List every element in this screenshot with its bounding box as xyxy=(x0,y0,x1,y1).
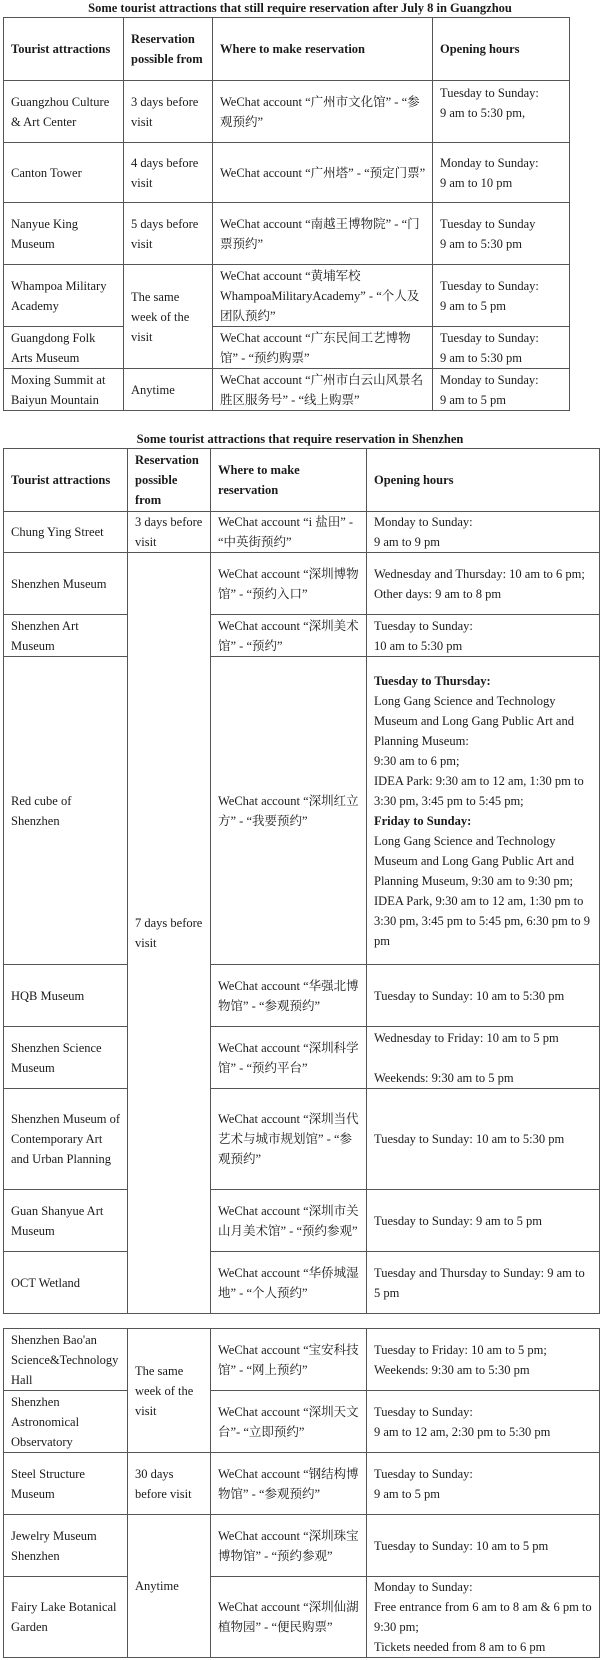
reservation-where: WeChat account “i 盐田” - “中英街预约” xyxy=(211,512,367,553)
table-row xyxy=(4,1190,600,1252)
hours-line: Wednesday to Friday: 10 am to 5 pm xyxy=(374,1030,559,1045)
table-row xyxy=(4,1329,600,1391)
reservation-where: WeChat account “深圳天文台”- “立即预约” xyxy=(211,1391,367,1453)
table-row xyxy=(4,81,570,143)
reservation-where: WeChat account “深圳当代艺术与城市规划馆” - “参观预约” xyxy=(211,1089,367,1190)
hours-line: Monday to Sunday: xyxy=(440,155,539,170)
header-attractions: Tourist attractions xyxy=(4,18,124,81)
opening-hours xyxy=(367,1391,600,1453)
header-attractions: Tourist attractions xyxy=(4,449,128,512)
hours-line: 10 am to 5:30 pm xyxy=(374,638,463,653)
opening-hours xyxy=(433,143,570,203)
reservation-where: WeChat account “钢结构博物馆” - “参观预约” xyxy=(211,1453,367,1515)
hours-line: Long Gang Science and Technology Museum and Long Gang Public Art and Planning Museum: xyxy=(374,693,574,748)
hours-line: Tuesday to Sunday: xyxy=(440,330,539,345)
hours-line: Tuesday to Sunday: 9 am to 5 pm xyxy=(374,1213,542,1228)
hours-gap xyxy=(374,1048,594,1068)
opening-hours xyxy=(433,327,570,369)
table-row xyxy=(4,1515,600,1577)
table-row xyxy=(4,615,600,657)
table-row xyxy=(4,512,600,553)
hours-line: Tuesday to Sunday: xyxy=(374,618,473,633)
table-header-row xyxy=(4,18,570,81)
attraction-name: Shenzhen Museum of Contemporary Art and Urban Planning xyxy=(4,1089,128,1190)
opening-hours xyxy=(367,965,600,1027)
reservation-where: WeChat account “深圳仙湖植物园” - “便民购票” xyxy=(211,1577,367,1658)
table-row xyxy=(4,1391,600,1453)
reservation-where: WeChat account “深圳珠宝博物馆” - “预约参观” xyxy=(211,1515,367,1577)
opening-hours xyxy=(433,203,570,265)
attraction-name: Guangdong Folk Arts Museum xyxy=(4,327,124,369)
header-opening-hours: Opening hours xyxy=(433,18,570,81)
hours-line: Tuesday and Thursday to Sunday: 9 am to 5 pm xyxy=(374,1265,585,1300)
attraction-name: Guangzhou Culture & Art Center xyxy=(4,81,124,143)
attraction-name: Shenzhen Astronomical Observatory xyxy=(4,1391,128,1453)
attraction-name: Shenzhen Science Museum xyxy=(4,1027,128,1089)
table-row xyxy=(4,143,570,203)
attraction-name: Shenzhen Museum xyxy=(4,553,128,615)
hours-line: Tuesday to Sunday: 10 am to 5:30 pm xyxy=(374,1132,565,1146)
shenzhen-table-title: Some tourist attractions that require reservation in Shenzhen xyxy=(136,432,464,446)
hours-line: Tuesday to Sunday: xyxy=(440,86,539,100)
hours-heading: Tuesday to Thursday: xyxy=(374,673,491,688)
header-opening-hours: Opening hours xyxy=(367,449,600,512)
opening-hours xyxy=(367,1329,600,1391)
reservation-where: WeChat account “黄埔军校WhampoaMilitaryAcademy” - “个人及团队预约” xyxy=(213,265,433,327)
reservation-from: 7 days before visit xyxy=(128,553,211,1314)
reservation-where: WeChat account “广州市白云山风景名胜区服务号” - “线上购票” xyxy=(213,369,433,411)
hours-line: Weekends: 9:30 am to 5:30 pm xyxy=(374,1362,530,1377)
table-header-row xyxy=(4,449,600,512)
attraction-name: Shenzhen Art Museum xyxy=(4,615,128,657)
table-row xyxy=(4,1577,600,1658)
hours-line: Monday to Sunday: xyxy=(440,372,539,387)
reservation-from: 5 days before visit xyxy=(124,203,213,265)
hours-line: 9 am to 5 pm xyxy=(440,392,506,407)
table-row xyxy=(4,1252,600,1314)
reservation-where: WeChat account “深圳美术馆” - “预约” xyxy=(211,615,367,657)
table-row xyxy=(4,965,600,1027)
hours-line: IDEA Park, 9:30 am to 12 am, 1:30 pm to 3:30 pm, 3:45 pm to 5:45 pm, 6:30 pm to 9 pm xyxy=(374,893,590,948)
reservation-where: WeChat account “深圳红立方” - “我要预约” xyxy=(211,657,367,965)
opening-hours xyxy=(367,512,600,553)
hours-line: 9 am to 5:30 pm xyxy=(440,236,522,251)
opening-hours xyxy=(367,1089,600,1190)
attraction-name: HQB Museum xyxy=(4,965,128,1027)
hours-line: Tuesday to Sunday: xyxy=(374,1404,473,1419)
opening-hours xyxy=(433,369,570,411)
table-row xyxy=(4,1089,600,1190)
table-row xyxy=(4,327,570,369)
hours-line: Tuesday to Sunday: 10 am to 5 pm xyxy=(374,1538,549,1553)
header-reservation-from: Reservation possible from xyxy=(128,449,211,512)
opening-hours xyxy=(367,1027,600,1089)
table-row xyxy=(4,369,570,411)
hours-line: Wednesday and Thursday: 10 am to 6 pm; xyxy=(374,566,585,581)
reservation-where: WeChat account “深圳博物馆” - “预约入口” xyxy=(211,553,367,615)
attraction-name: Moxing Summit at Baiyun Mountain xyxy=(4,369,124,411)
header-reservation-from: Reservation possible from xyxy=(124,18,213,81)
table-row xyxy=(4,657,600,965)
table-row xyxy=(4,1027,600,1089)
hours-line: 9 am to 5:30 pm xyxy=(440,350,522,365)
attraction-name: OCT Wetland xyxy=(4,1252,128,1314)
opening-hours xyxy=(367,553,600,615)
opening-hours xyxy=(433,265,570,327)
hours-line: Monday to Sunday: xyxy=(374,515,473,529)
attraction-name: Fairy Lake Botanical Garden xyxy=(4,1577,128,1658)
attraction-name: Shenzhen Bao'an Science&Technology Hall xyxy=(4,1329,128,1391)
reservation-where: WeChat account “广州市文化馆” - “参观预约” xyxy=(213,81,433,143)
opening-hours xyxy=(367,657,600,965)
reservation-where: WeChat account “广州塔” - “预定门票” xyxy=(213,143,433,203)
attraction-name: Jewelry Museum Shenzhen xyxy=(4,1515,128,1577)
table-row xyxy=(4,1453,600,1515)
reservation-where: WeChat account “宝安科技馆” - “网上预约” xyxy=(211,1329,367,1391)
reservation-from: 3 days before visit xyxy=(128,512,211,553)
opening-hours xyxy=(367,615,600,657)
reservation-where: WeChat account “广东民间工艺博物馆” - “预约购票” xyxy=(213,327,433,369)
reservation-from: Anytime xyxy=(128,1515,211,1658)
reservation-from: Anytime xyxy=(124,369,213,411)
hours-line: Tuesday to Sunday: 10 am to 5:30 pm xyxy=(374,988,565,1003)
reservation-where: WeChat account “华侨城湿地” - “个人预约” xyxy=(211,1252,367,1314)
hours-line: 9 am to 12 am, 2:30 pm to 5:30 pm xyxy=(374,1424,551,1439)
reservation-from: The same week of the visit xyxy=(124,265,213,369)
reservation-where: WeChat account “深圳科学馆” - “预约平台” xyxy=(211,1027,367,1089)
hours-heading: Friday to Sunday: xyxy=(374,813,472,828)
table-row xyxy=(4,553,600,615)
opening-hours xyxy=(367,1252,600,1314)
hours-line: Long Gang Science and Technology Museum and Long Gang Public Art and Planning Museum, 9:30 am to 9:30 pm; xyxy=(374,833,574,888)
opening-hours xyxy=(367,1515,600,1577)
hours-line: 9 am to 10 pm xyxy=(440,175,513,190)
hours-line: Tuesday to Sunday: xyxy=(374,1466,473,1481)
hours-line: Tuesday to Sunday: xyxy=(440,278,539,293)
hours-line: IDEA Park: 9:30 am to 12 am, 1:30 pm to 3:30 pm, 3:45 pm to 5:45 pm; xyxy=(374,773,584,808)
attraction-name: Chung Ying Street xyxy=(4,512,128,553)
hours-line: Tuesday to Sunday xyxy=(440,216,536,231)
opening-hours xyxy=(367,1190,600,1252)
hours-line: Other days: 9 am to 8 pm xyxy=(374,586,502,601)
attraction-name: Nanyue King Museum xyxy=(4,203,124,265)
header-where: Where to make reservation xyxy=(211,449,367,512)
opening-hours xyxy=(367,1577,600,1658)
attraction-name: Guan Shanyue Art Museum xyxy=(4,1190,128,1252)
hours-line: 9:30 am to 6 pm; xyxy=(374,753,460,768)
reservation-from: 3 days before visit xyxy=(124,81,213,143)
hours-line: Tickets needed from 8 am to 6 pm xyxy=(374,1640,546,1654)
attraction-name: Whampoa Military Academy xyxy=(4,265,124,327)
opening-hours xyxy=(433,81,570,143)
reservation-where: WeChat account “华强北博物馆” - “参观预约” xyxy=(211,965,367,1027)
shenzhen-table-continued xyxy=(3,1328,600,1658)
table-row xyxy=(4,265,570,327)
shenzhen-table xyxy=(3,448,600,1314)
attraction-name: Red cube of Shenzhen xyxy=(4,657,128,965)
reservation-from: 4 days before visit xyxy=(124,143,213,203)
guangzhou-table-title: Some tourist attractions that still require reservation after July 8 in Guangzhou xyxy=(88,1,512,15)
header-where: Where to make reservation xyxy=(213,18,433,81)
attraction-name: Canton Tower xyxy=(4,143,124,203)
hours-line: Tuesday to Friday: 10 am to 5 pm; xyxy=(374,1342,547,1357)
reservation-from: The same week of the visit xyxy=(128,1329,211,1453)
hours-line: Weekends: 9:30 am to 5 pm xyxy=(374,1070,514,1085)
opening-hours xyxy=(367,1453,600,1515)
reservation-where: WeChat account “深圳市关山月美术馆” - “预约参观” xyxy=(211,1190,367,1252)
hours-line: 9 am to 5:30 pm, xyxy=(440,106,526,120)
guangzhou-table xyxy=(3,17,570,411)
hours-line: Free entrance from 6 am to 8 am & 6 pm to 9:30 pm; xyxy=(374,1600,592,1634)
hours-line: 9 am to 9 pm xyxy=(374,535,440,549)
reservation-from: 30 days before visit xyxy=(128,1453,211,1515)
hours-line: 9 am to 5 pm xyxy=(440,298,506,313)
reservation-where: WeChat account “南越王博物院” - “门票预约” xyxy=(213,203,433,265)
table-row xyxy=(4,203,570,265)
attraction-name: Steel Structure Museum xyxy=(4,1453,128,1515)
hours-line: 9 am to 5 pm xyxy=(374,1486,440,1501)
hours-line: Monday to Sunday: xyxy=(374,1580,473,1594)
